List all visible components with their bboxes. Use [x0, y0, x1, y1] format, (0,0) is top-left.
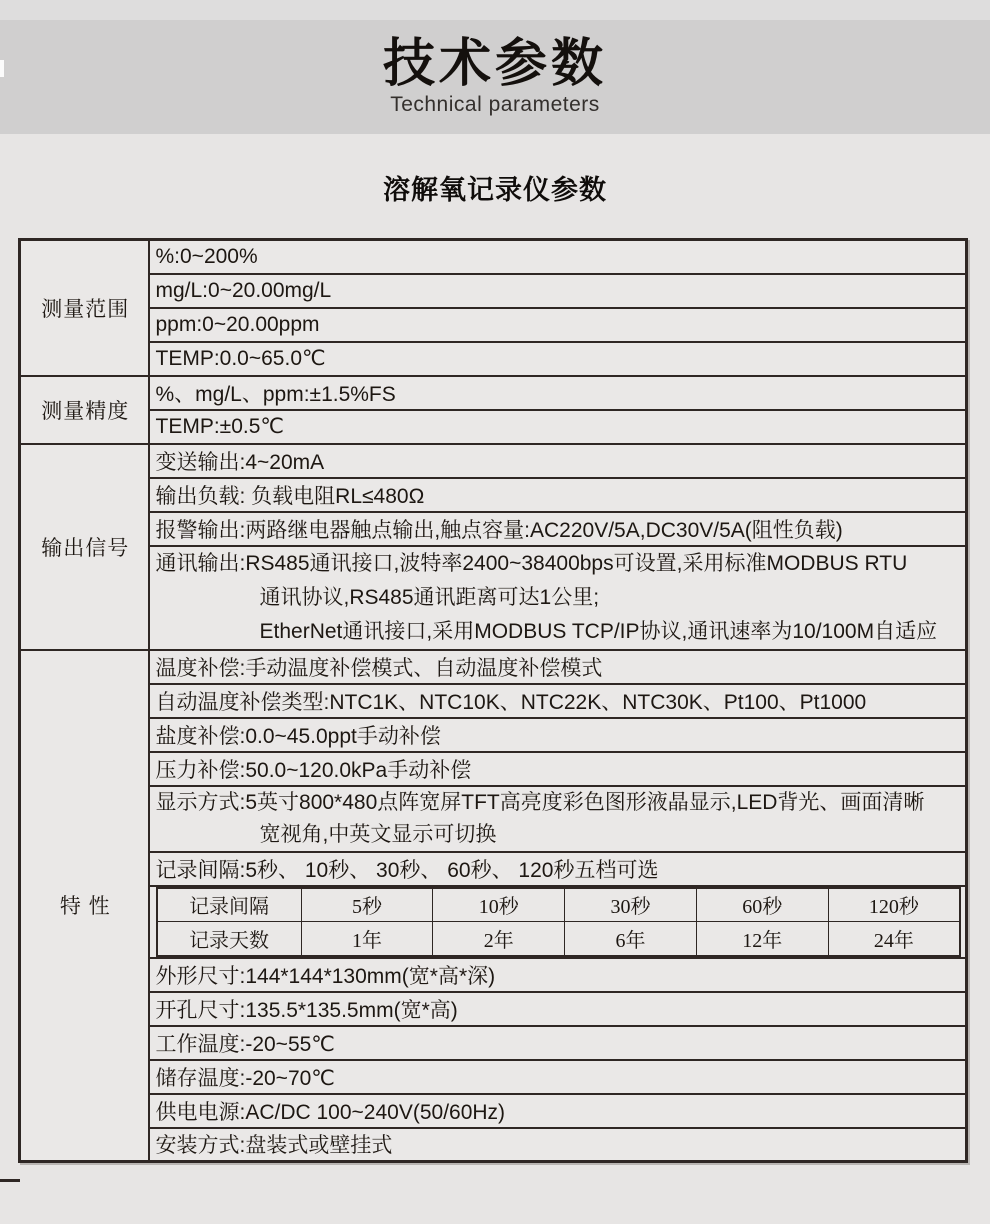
record-header: 60秒 — [696, 888, 828, 922]
record-header: 记录间隔 — [157, 888, 302, 922]
table-row — [20, 852, 967, 886]
table-row — [20, 240, 967, 274]
left-edge-notch — [0, 60, 4, 77]
spec-value: 变送输出:4~20mA — [149, 444, 967, 478]
record-table-header-row — [157, 888, 961, 922]
spec-value: TEMP:±0.5℃ — [149, 410, 967, 444]
spec-value: %、mg/L、ppm:±1.5%FS — [149, 376, 967, 410]
record-table-cell — [149, 886, 967, 958]
spec-value: 供电电源:AC/DC 100~240V(50/60Hz) — [149, 1094, 967, 1128]
table-row — [20, 1128, 967, 1162]
spec-value: ppm:0~20.00ppm — [149, 308, 967, 342]
page-title: 技术参数 — [382, 34, 607, 93]
table-row — [20, 1094, 967, 1128]
table-row — [20, 1060, 967, 1094]
table-row — [20, 718, 967, 752]
table-row — [20, 546, 967, 650]
spec-value: 外形尺寸:144*144*130mm(宽*高*深) — [149, 958, 967, 992]
spec-value: 输出负载: 负载电阻RL≤480Ω — [149, 478, 967, 512]
spec-value: %:0~200% — [149, 240, 967, 274]
spec-value: 温度补偿:手动温度补偿模式、自动温度补偿模式 — [149, 650, 967, 684]
spec-value: TEMP:0.0~65.0℃ — [149, 342, 967, 376]
record-header: 5秒 — [301, 888, 433, 922]
section-title: 溶解氧记录仪参数 — [383, 175, 607, 205]
record-interval-table — [156, 887, 962, 957]
group-label-output-signal: 输出信号 — [20, 444, 149, 650]
group-label-measure-range: 测量范围 — [20, 240, 149, 376]
table-row — [20, 786, 967, 852]
bottom-left-rule — [0, 1179, 20, 1182]
table-row — [20, 752, 967, 786]
record-cell: 2年 — [433, 922, 565, 956]
top-strip — [0, 0, 990, 20]
record-cell: 记录天数 — [157, 922, 302, 956]
table-row — [20, 308, 967, 342]
spec-value: 工作温度:-20~55℃ — [149, 1026, 967, 1060]
spec-value: 压力补偿:50.0~120.0kPa手动补偿 — [149, 752, 967, 786]
title-band — [0, 20, 990, 134]
spec-value: 报警输出:两路继电器触点输出,触点容量:AC220V/5A,DC30V/5A(阻性负载) — [149, 512, 967, 546]
spec-value: 安装方式:盘装式或壁挂式 — [149, 1128, 967, 1162]
table-row — [20, 886, 967, 958]
table-row — [20, 410, 967, 444]
spec-value: mg/L:0~20.00mg/L — [149, 274, 967, 308]
record-header: 10秒 — [433, 888, 565, 922]
table-row — [20, 958, 967, 992]
comm-line: 通讯输出:RS485通讯接口,波特率2400~38400bps可设置,采用标准MODBUS RTU — [155, 551, 908, 575]
table-row — [20, 444, 967, 478]
table-row — [20, 342, 967, 376]
table-row — [20, 992, 967, 1026]
group-label-accuracy: 测量精度 — [20, 376, 149, 444]
group-label-features: 特 性 — [20, 650, 149, 1162]
record-cell: 12年 — [696, 922, 828, 956]
table-row — [20, 512, 967, 546]
comm-line: EtherNet通讯接口,采用MODBUS TCP/IP协议,通讯速率为10/100M自适应 — [259, 619, 938, 643]
spec-value: 记录间隔:5秒、 10秒、 30秒、 60秒、 120秒五档可选 — [149, 852, 967, 886]
page-subtitle: Technical parameters — [390, 93, 600, 117]
display-line: 显示方式:5英寸800*480点阵宽屏TFT高亮度彩色图形液晶显示,LED背光、画面清晰 — [155, 790, 925, 814]
display-line: 宽视角,中英文显示可切换 — [259, 822, 497, 846]
record-header: 30秒 — [565, 888, 697, 922]
record-table-data-row — [157, 922, 961, 956]
record-cell: 24年 — [828, 922, 960, 956]
spec-value: 盐度补偿:0.0~45.0ppt手动补偿 — [149, 718, 967, 752]
spec-value: 自动温度补偿类型:NTC1K、NTC10K、NTC22K、NTC30K、Pt100、Pt1000 — [149, 684, 967, 718]
record-cell: 1年 — [301, 922, 433, 956]
table-row — [20, 478, 967, 512]
record-cell: 6年 — [565, 922, 697, 956]
spec-value: 储存温度:-20~70℃ — [149, 1060, 967, 1094]
spec-table-wrapper — [18, 238, 968, 1163]
table-row — [20, 1026, 967, 1060]
table-row — [20, 650, 967, 684]
spec-value-display-mode — [149, 786, 967, 852]
spec-value-comm-output — [149, 546, 967, 650]
table-row — [20, 376, 967, 410]
record-header: 120秒 — [828, 888, 960, 922]
table-row — [20, 684, 967, 718]
spec-table — [18, 238, 968, 1163]
comm-line: 通讯协议,RS485通讯距离可达1公里; — [259, 585, 600, 609]
spec-value: 开孔尺寸:135.5*135.5mm(宽*高) — [149, 992, 967, 1026]
table-row — [20, 274, 967, 308]
